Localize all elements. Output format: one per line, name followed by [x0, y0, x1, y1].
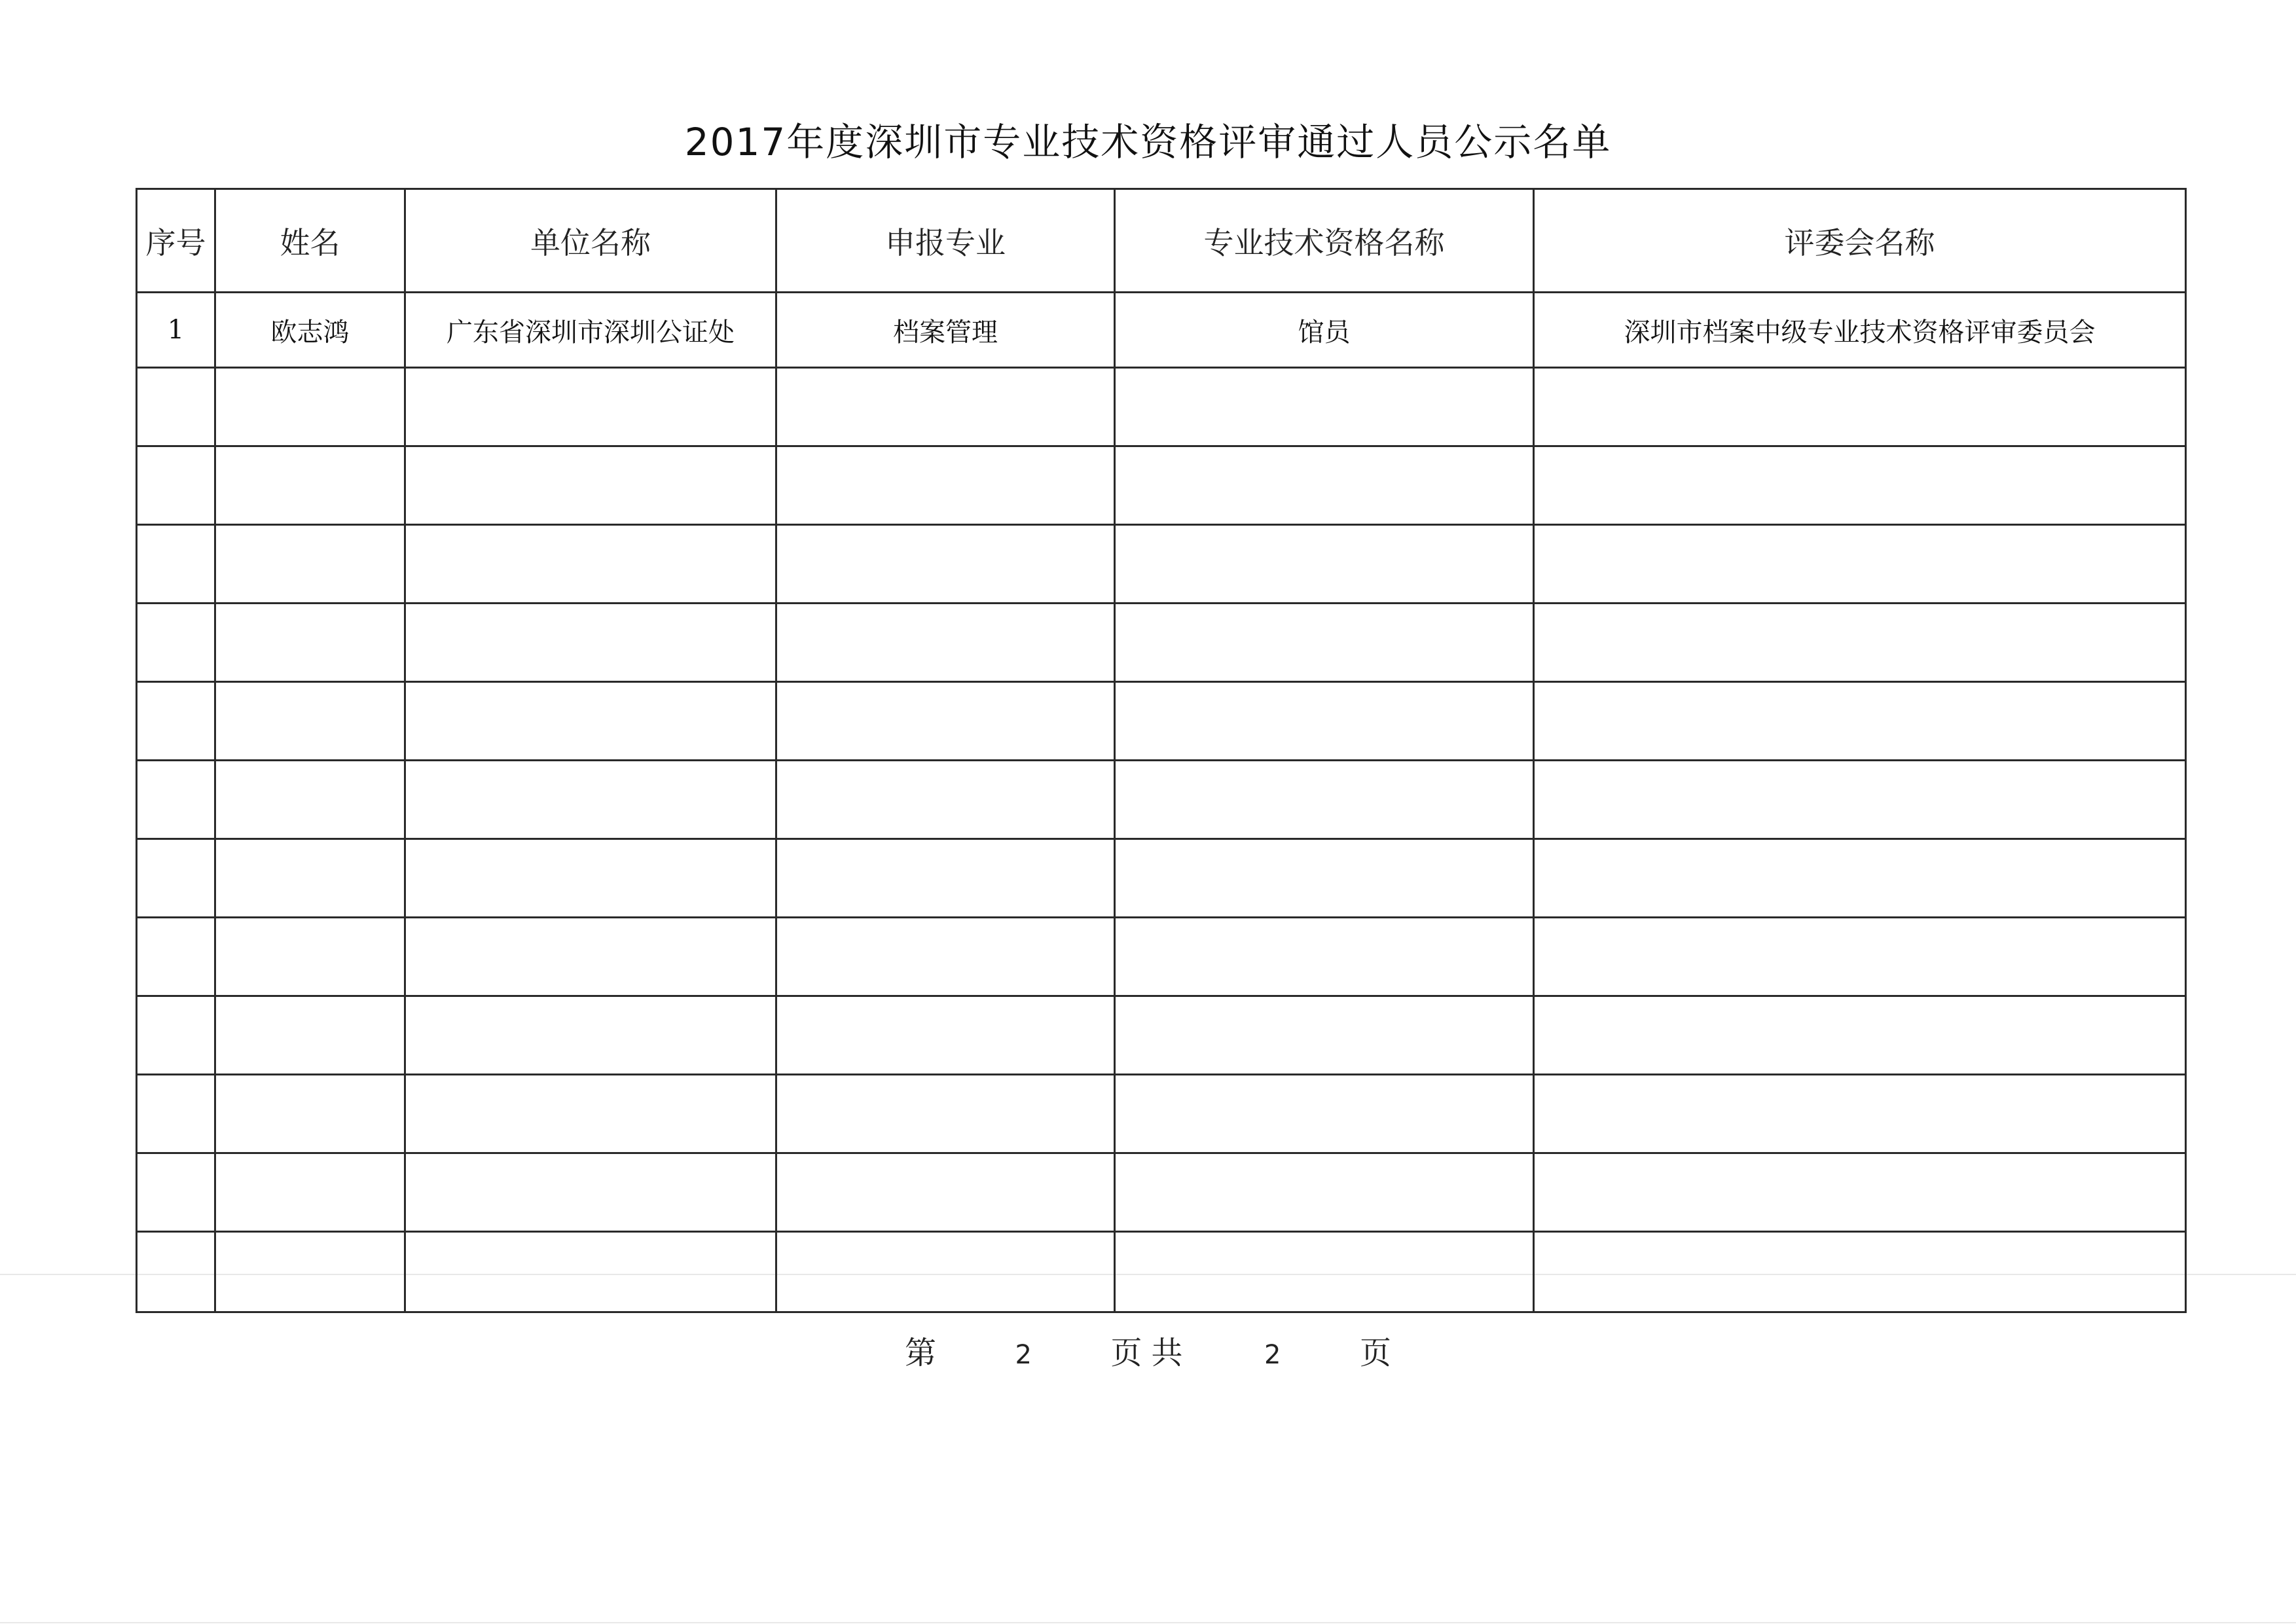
table-row-empty [137, 996, 2186, 1075]
footer-total-pages: 2 [1264, 1340, 1281, 1370]
cell-name-empty [215, 839, 405, 918]
cell-applied-specialty-empty [776, 996, 1115, 1075]
header-qualification-title: 专业技术资格名称 [1115, 189, 1534, 293]
cell-name-empty [215, 996, 405, 1075]
table-row-empty [137, 682, 2186, 761]
cell-organization-empty [405, 1232, 776, 1312]
cell-committee-name-empty [1534, 918, 2186, 996]
cell-organization-empty [405, 682, 776, 761]
cell-name-empty [215, 761, 405, 839]
cell-committee-name-empty [1534, 525, 2186, 604]
cell-organization-empty [405, 1075, 776, 1153]
cell-qualification-title-empty [1115, 996, 1534, 1075]
footer-prefix: 第 [904, 1335, 936, 1371]
cell-serial-empty [137, 604, 215, 682]
table-row-empty [137, 1232, 2186, 1312]
cell-qualification-title-empty [1115, 1232, 1534, 1312]
cell-applied-specialty-empty [776, 604, 1115, 682]
cell-committee-name-empty [1534, 1153, 2186, 1232]
table-row-empty [137, 761, 2186, 839]
header-name: 姓名 [215, 189, 405, 293]
cell-applied-specialty-empty [776, 1075, 1115, 1153]
page-title: 2017年度深圳市专业技术资格评审通过人员公示名单 [684, 120, 1612, 164]
cell-committee-name-empty [1534, 996, 2186, 1075]
cell-name-empty [215, 1075, 405, 1153]
cell-name-empty [215, 446, 405, 525]
cell-committee-name-empty [1534, 1075, 2186, 1153]
cell-qualification-title-empty [1115, 525, 1534, 604]
cell-applied-specialty-empty [776, 1232, 1115, 1312]
cell-serial: 1 [137, 293, 215, 368]
cell-serial-empty [137, 368, 215, 446]
cell-committee-name-empty [1534, 682, 2186, 761]
cell-applied-specialty-empty [776, 1153, 1115, 1232]
page-footer [0, 1327, 2296, 1373]
cell-qualification-title-empty [1115, 446, 1534, 525]
table-row-empty [137, 604, 2186, 682]
cell-qualification-title-empty [1115, 1075, 1534, 1153]
cell-organization-empty [405, 918, 776, 996]
cell-serial-empty [137, 761, 215, 839]
header-applied-specialty: 申报专业 [776, 189, 1115, 293]
cell-organization-empty [405, 604, 776, 682]
cell-applied-specialty-empty [776, 682, 1115, 761]
cell-applied-specialty-empty [776, 525, 1115, 604]
table-row-empty [137, 1153, 2186, 1232]
cell-committee-name-empty [1534, 446, 2186, 525]
cell-committee-name-empty [1534, 839, 2186, 918]
cell-serial-empty [137, 446, 215, 525]
cell-name-empty [215, 1153, 405, 1232]
cell-organization: 广东省深圳市深圳公证处 [405, 293, 776, 368]
cell-applied-specialty-empty [776, 918, 1115, 996]
table-row-empty [137, 446, 2186, 525]
table-row-empty [137, 918, 2186, 996]
cell-committee-name-empty [1534, 604, 2186, 682]
cell-applied-specialty-empty [776, 839, 1115, 918]
cell-serial-empty [137, 1075, 215, 1153]
table-row-empty [137, 1075, 2186, 1153]
cell-organization-empty [405, 839, 776, 918]
cell-name-empty [215, 682, 405, 761]
cell-qualification-title-empty [1115, 761, 1534, 839]
cell-organization-empty [405, 446, 776, 525]
cell-applied-specialty-empty [776, 446, 1115, 525]
table-row [137, 293, 2186, 368]
cell-applied-specialty-empty [776, 368, 1115, 446]
cell-organization-empty [405, 1153, 776, 1232]
cell-organization-empty [405, 996, 776, 1075]
cell-serial-empty [137, 996, 215, 1075]
cell-name: 欧志鸿 [215, 293, 405, 368]
table-header-row [137, 189, 2186, 293]
cell-qualification-title-empty [1115, 839, 1534, 918]
header-organization: 单位名称 [405, 189, 776, 293]
cell-serial-empty [137, 682, 215, 761]
cell-organization-empty [405, 368, 776, 446]
cell-name-empty [215, 525, 405, 604]
table-row-empty [137, 368, 2186, 446]
cell-qualification-title-empty [1115, 1153, 1534, 1232]
cell-qualification-title-empty [1115, 368, 1534, 446]
cell-serial-empty [137, 839, 215, 918]
cell-serial-empty [137, 525, 215, 604]
cell-serial-empty [137, 1232, 215, 1312]
cell-organization-empty [405, 761, 776, 839]
cell-qualification-title-empty [1115, 682, 1534, 761]
cell-committee-name-empty [1534, 368, 2186, 446]
cell-serial-empty [137, 1153, 215, 1232]
cell-applied-specialty-empty [776, 761, 1115, 839]
footer-middle: 页共 [1110, 1335, 1192, 1371]
footer-suffix: 页 [1360, 1335, 1392, 1371]
scan-artifact-line [0, 1622, 2296, 1623]
footer-current-page: 2 [1015, 1340, 1032, 1370]
cell-qualification-title-empty [1115, 918, 1534, 996]
cell-name-empty [215, 918, 405, 996]
table-row-empty [137, 839, 2186, 918]
cell-committee-name-empty [1534, 1232, 2186, 1312]
cell-committee-name-empty [1534, 761, 2186, 839]
cell-applied-specialty: 档案管理 [776, 293, 1115, 368]
cell-organization-empty [405, 525, 776, 604]
table-row-empty [137, 525, 2186, 604]
cell-qualification-title-empty [1115, 604, 1534, 682]
cell-serial-empty [137, 918, 215, 996]
cell-name-empty [215, 1232, 405, 1312]
cell-name-empty [215, 368, 405, 446]
cell-qualification-title: 馆员 [1115, 293, 1534, 368]
roster-table [136, 188, 2187, 1313]
header-serial: 序号 [137, 189, 215, 293]
cell-name-empty [215, 604, 405, 682]
cell-committee-name: 深圳市档案中级专业技术资格评审委员会 [1534, 293, 2186, 368]
header-committee-name: 评委会名称 [1534, 189, 2186, 293]
